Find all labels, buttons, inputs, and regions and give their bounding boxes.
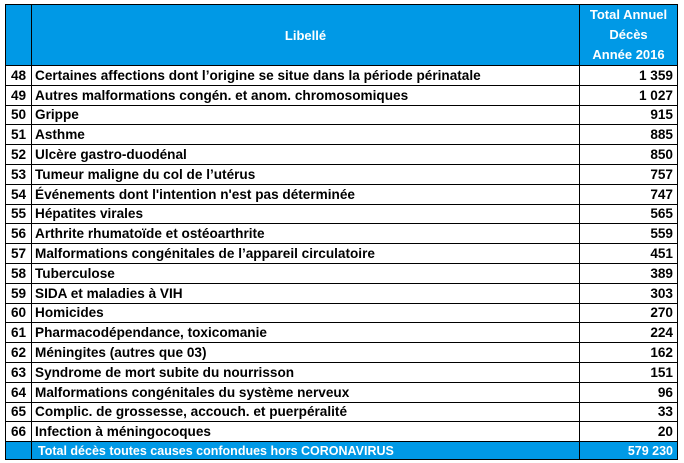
row-label: Événements dont l'intention n'est pas déterminée [32, 184, 580, 204]
row-number: 62 [6, 343, 32, 363]
table-row [6, 85, 678, 105]
row-label: Hépatites virales [32, 204, 580, 224]
row-number: 63 [6, 362, 32, 382]
table-row [6, 402, 678, 422]
row-number: 49 [6, 85, 32, 105]
header-row [6, 5, 678, 66]
table-row [6, 343, 678, 363]
row-number: 55 [6, 204, 32, 224]
total-num-cell [6, 442, 32, 460]
row-value: 747 [580, 184, 678, 204]
mortality-table [5, 4, 678, 460]
row-value: 850 [580, 145, 678, 165]
row-value: 451 [580, 244, 678, 264]
row-value: 1 027 [580, 85, 678, 105]
table-row [6, 422, 678, 442]
row-number: 48 [6, 66, 32, 86]
row-number: 61 [6, 323, 32, 343]
row-number: 65 [6, 402, 32, 422]
row-label: Ulcère gastro-duodénal [32, 145, 580, 165]
row-number: 60 [6, 303, 32, 323]
header-value-line: Année 2016 [592, 47, 665, 62]
table-row [6, 224, 678, 244]
row-label: Certaines affections dont l’origine se situe dans la période périnatale [32, 66, 580, 86]
row-value: 1 359 [580, 66, 678, 86]
row-value: 559 [580, 224, 678, 244]
row-value: 270 [580, 303, 678, 323]
row-label: Malformations congénitales du système nerveux [32, 382, 580, 402]
row-value: 20 [580, 422, 678, 442]
table-row [6, 105, 678, 125]
row-number: 59 [6, 283, 32, 303]
table-row [6, 283, 678, 303]
total-label: Total décès toutes causes confondues hors CORONAVIRUS [32, 442, 580, 460]
row-label: Infection à méningocoques [32, 422, 580, 442]
row-number: 50 [6, 105, 32, 125]
header-label-cell: Libellé [32, 5, 580, 66]
row-label: Tuberculose [32, 263, 580, 283]
row-value: 885 [580, 125, 678, 145]
row-label: Méningites (autres que 03) [32, 343, 580, 363]
row-value: 565 [580, 204, 678, 224]
table-row [6, 184, 678, 204]
row-value: 33 [580, 402, 678, 422]
table-row [6, 125, 678, 145]
row-value: 389 [580, 263, 678, 283]
row-value: 96 [580, 382, 678, 402]
row-number: 54 [6, 184, 32, 204]
row-label: Tumeur maligne du col de l’utérus [32, 164, 580, 184]
total-value: 579 230 [580, 442, 678, 460]
row-value: 303 [580, 283, 678, 303]
row-label: Pharmacodépendance, toxicomanie [32, 323, 580, 343]
table-row [6, 263, 678, 283]
row-number: 57 [6, 244, 32, 264]
header-num-cell [6, 5, 32, 66]
row-label: Malformations congénitales de l’appareil circulatoire [32, 244, 580, 264]
row-number: 66 [6, 422, 32, 442]
mortality-table-container [5, 4, 678, 460]
table-row [6, 323, 678, 343]
table-row [6, 164, 678, 184]
row-value: 224 [580, 323, 678, 343]
row-label: Homicides [32, 303, 580, 323]
table-row [6, 66, 678, 86]
row-number: 58 [6, 263, 32, 283]
row-label: Grippe [32, 105, 580, 125]
row-label: Syndrome de mort subite du nourrisson [32, 362, 580, 382]
row-number: 51 [6, 125, 32, 145]
row-number: 64 [6, 382, 32, 402]
header-value-line: Total Annuel [589, 7, 668, 22]
row-value: 151 [580, 362, 678, 382]
table-row [6, 244, 678, 264]
row-value: 757 [580, 164, 678, 184]
row-number: 52 [6, 145, 32, 165]
total-row [6, 442, 678, 460]
header-value-cell [580, 5, 678, 66]
row-value: 162 [580, 343, 678, 363]
header-value-line: Décès [609, 27, 648, 42]
row-label: Autres malformations congén. et anom. chromosomiques [32, 85, 580, 105]
table-row [6, 382, 678, 402]
row-label: Asthme [32, 125, 580, 145]
table-row [6, 145, 678, 165]
row-label: SIDA et maladies à VIH [32, 283, 580, 303]
table-row [6, 362, 678, 382]
row-number: 56 [6, 224, 32, 244]
row-value: 915 [580, 105, 678, 125]
table-row [6, 204, 678, 224]
row-label: Arthrite rhumatoïde et ostéoarthrite [32, 224, 580, 244]
table-row [6, 303, 678, 323]
row-label: Complic. de grossesse, accouch. et puerpéralité [32, 402, 580, 422]
row-number: 53 [6, 164, 32, 184]
